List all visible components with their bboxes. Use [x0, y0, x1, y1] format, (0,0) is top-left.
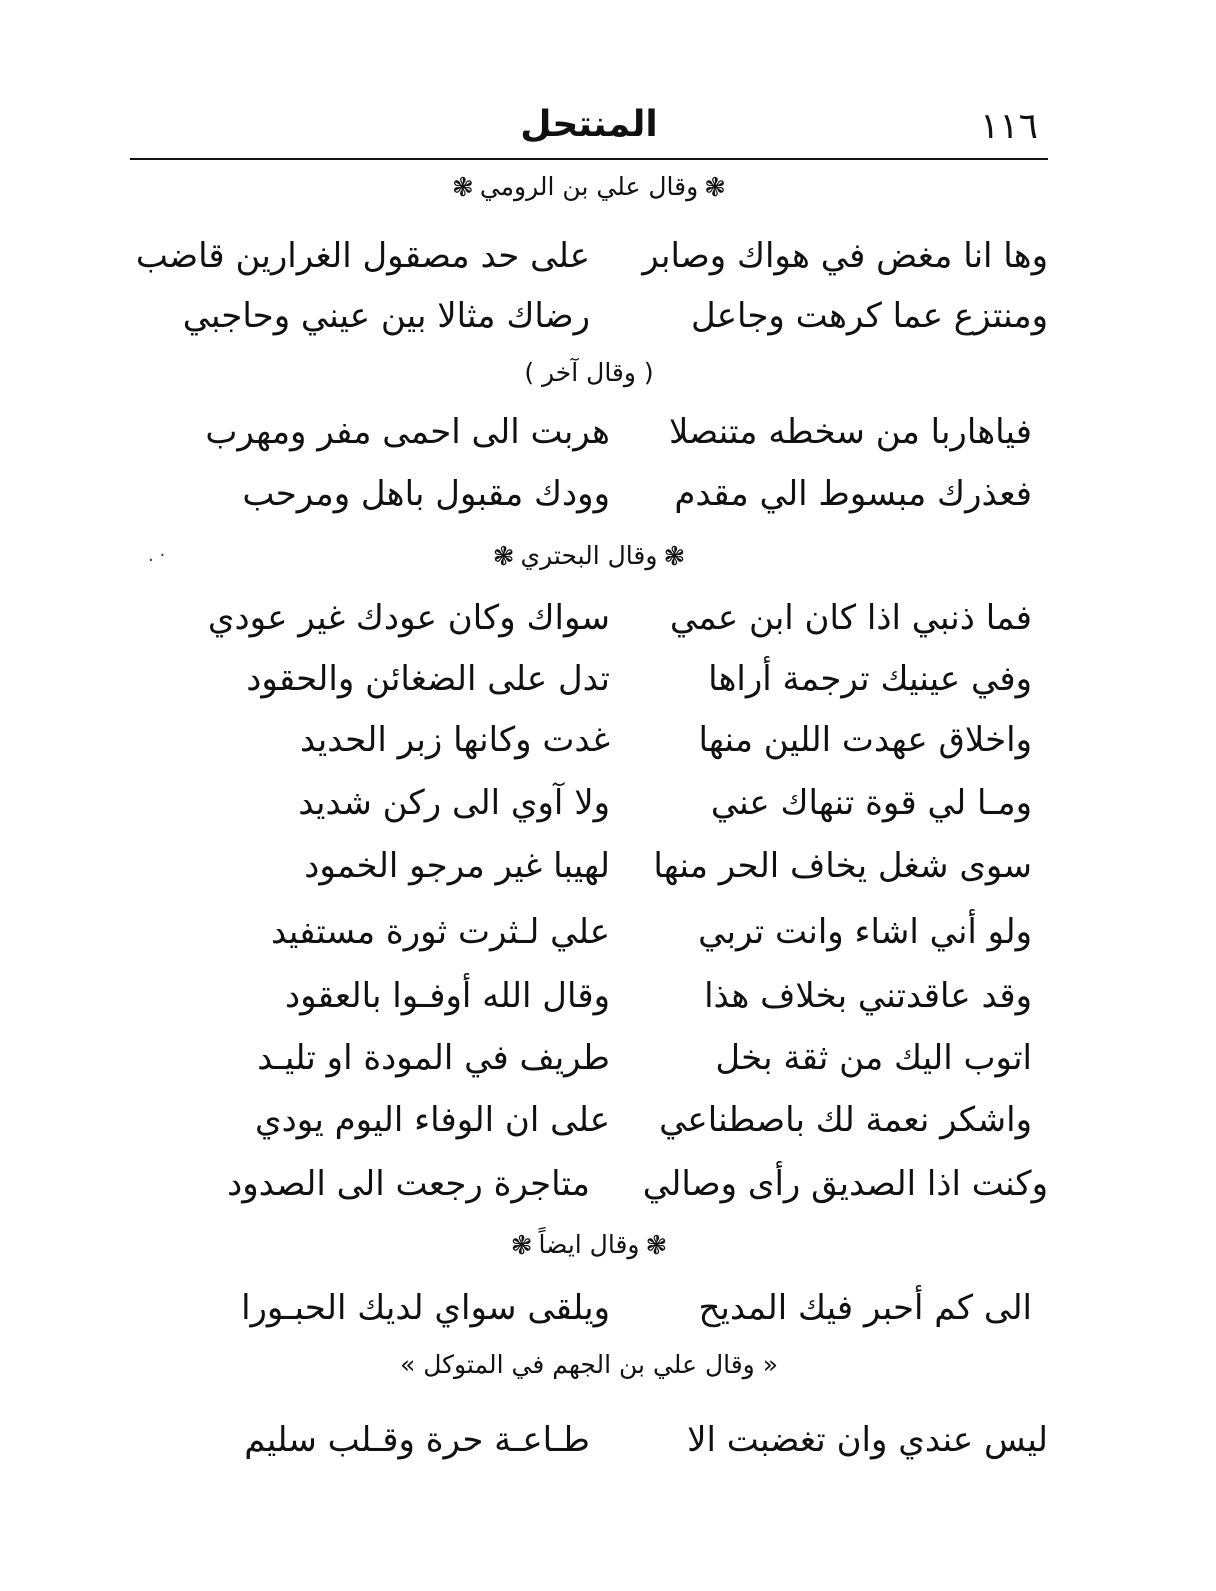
ornament-icon: ❃	[452, 173, 474, 203]
verse-first-hemistich: الى كم أحبر فيك المديح	[698, 1288, 1032, 1328]
verse-line	[130, 720, 1048, 776]
section-heading: ❃وقال علي بن الرومي❃	[452, 172, 726, 203]
verse-line	[130, 783, 1048, 839]
verse-second-hemistich: متاجرة رجعت الى الصدود	[227, 1164, 590, 1204]
verse-first-hemistich: ومنتزع عما كرهت وجاعل	[690, 296, 1048, 336]
ornament-icon: ❃	[492, 542, 515, 572]
ornament-icon: ❃	[663, 542, 686, 572]
print-specks: · .	[148, 545, 166, 566]
verse-line	[130, 236, 1048, 292]
verse-first-hemistich: واشكر نعمة لك باصطناعي	[659, 1100, 1032, 1140]
section-heading: ( وقال آخر )	[524, 358, 654, 387]
ornament-icon: ❃	[510, 1231, 533, 1261]
verse-second-hemistich: وقال الله أوفـوا بالعقود	[284, 976, 610, 1016]
verse-line	[130, 1100, 1048, 1156]
verse-first-hemistich: وها انا مغض في هواك وصابر	[642, 236, 1048, 276]
verse-first-hemistich: ولو أني اشاء وانت تربي	[698, 912, 1032, 952]
section-heading: « وقال علي بن الجهم في المتوكل »	[399, 1350, 778, 1379]
verse-second-hemistich: هربت الى احمى مفر ومهرب	[205, 412, 610, 452]
verse-second-hemistich: سواك وكان عودك غير عودي	[207, 598, 610, 638]
verse-second-hemistich: علي لـثرت ثورة مستفيد	[270, 912, 610, 952]
verse-second-hemistich: غدت وكانها زبر الحديد	[299, 720, 610, 760]
verse-first-hemistich: ليس عندي وان تغضبت الا	[687, 1420, 1048, 1460]
verse-line	[130, 598, 1048, 654]
verse-line	[130, 976, 1048, 1032]
section-heading: ❃وقال البحتري❃	[492, 541, 686, 572]
verse-second-hemistich: وودك مقبول باهل ومرحب	[242, 474, 610, 514]
verse-line	[130, 412, 1048, 468]
verse-line	[130, 1420, 1048, 1476]
verse-line	[130, 474, 1048, 530]
verse-first-hemistich: فياهاربا من سخطه متنصلا	[669, 412, 1032, 452]
running-title: المنتحل	[520, 104, 658, 145]
page-header	[130, 100, 1048, 160]
verse-second-hemistich: طريف في المودة او تليـد	[257, 1038, 610, 1078]
section-heading: ❃وقال ايضاً❃	[510, 1230, 668, 1261]
verse-first-hemistich: واخلاق عهدت اللين منها	[698, 720, 1032, 760]
verse-line	[130, 1164, 1048, 1220]
header-rule	[130, 158, 1048, 160]
verse-first-hemistich: ومـا لي قوة تنهاك عني	[710, 783, 1032, 823]
verse-second-hemistich: على حد مصقول الغرارين قاضب	[135, 236, 590, 276]
verse-second-hemistich: طـاعـة حرة وقـلب سليم	[244, 1420, 590, 1460]
verse-second-hemistich: ويلقى سواي لديك الحبـورا	[241, 1288, 610, 1328]
verse-line	[130, 296, 1048, 352]
verse-second-hemistich: تدل على الضغائن والحقود	[246, 659, 610, 699]
verse-second-hemistich: على ان الوفاء اليوم يودي	[255, 1100, 610, 1140]
verse-first-hemistich: وقد عاقدتني بخلاف هذا	[704, 976, 1032, 1016]
page-number: ١١٦	[979, 106, 1038, 147]
verse-second-hemistich: لهيبا غير مرجو الخمود	[304, 846, 610, 886]
verse-first-hemistich: فما ذنبي اذا كان ابن عمي	[669, 598, 1032, 638]
verse-second-hemistich: رضاك مثالا بين عيني وحاجبي	[182, 296, 590, 336]
verse-second-hemistich: ولا آوي الى ركن شديد	[298, 783, 610, 823]
verse-line	[130, 659, 1048, 715]
verse-first-hemistich: وفي عينيك ترجمة أراها	[708, 659, 1032, 699]
verse-line	[130, 1038, 1048, 1094]
ornament-icon: ❃	[645, 1231, 668, 1261]
verse-first-hemistich: وكنت اذا الصديق رأى وصالي	[642, 1164, 1048, 1204]
verse-line	[130, 846, 1048, 902]
verse-line	[130, 912, 1048, 968]
verse-line	[130, 1288, 1048, 1344]
ornament-icon: ❃	[704, 173, 726, 203]
verse-first-hemistich: اتوب اليك من ثقة بخل	[715, 1038, 1032, 1078]
verse-first-hemistich: سوى شغل يخاف الحر منها	[653, 846, 1032, 886]
verse-first-hemistich: فعذرك مبسوط الي مقدم	[674, 474, 1032, 514]
